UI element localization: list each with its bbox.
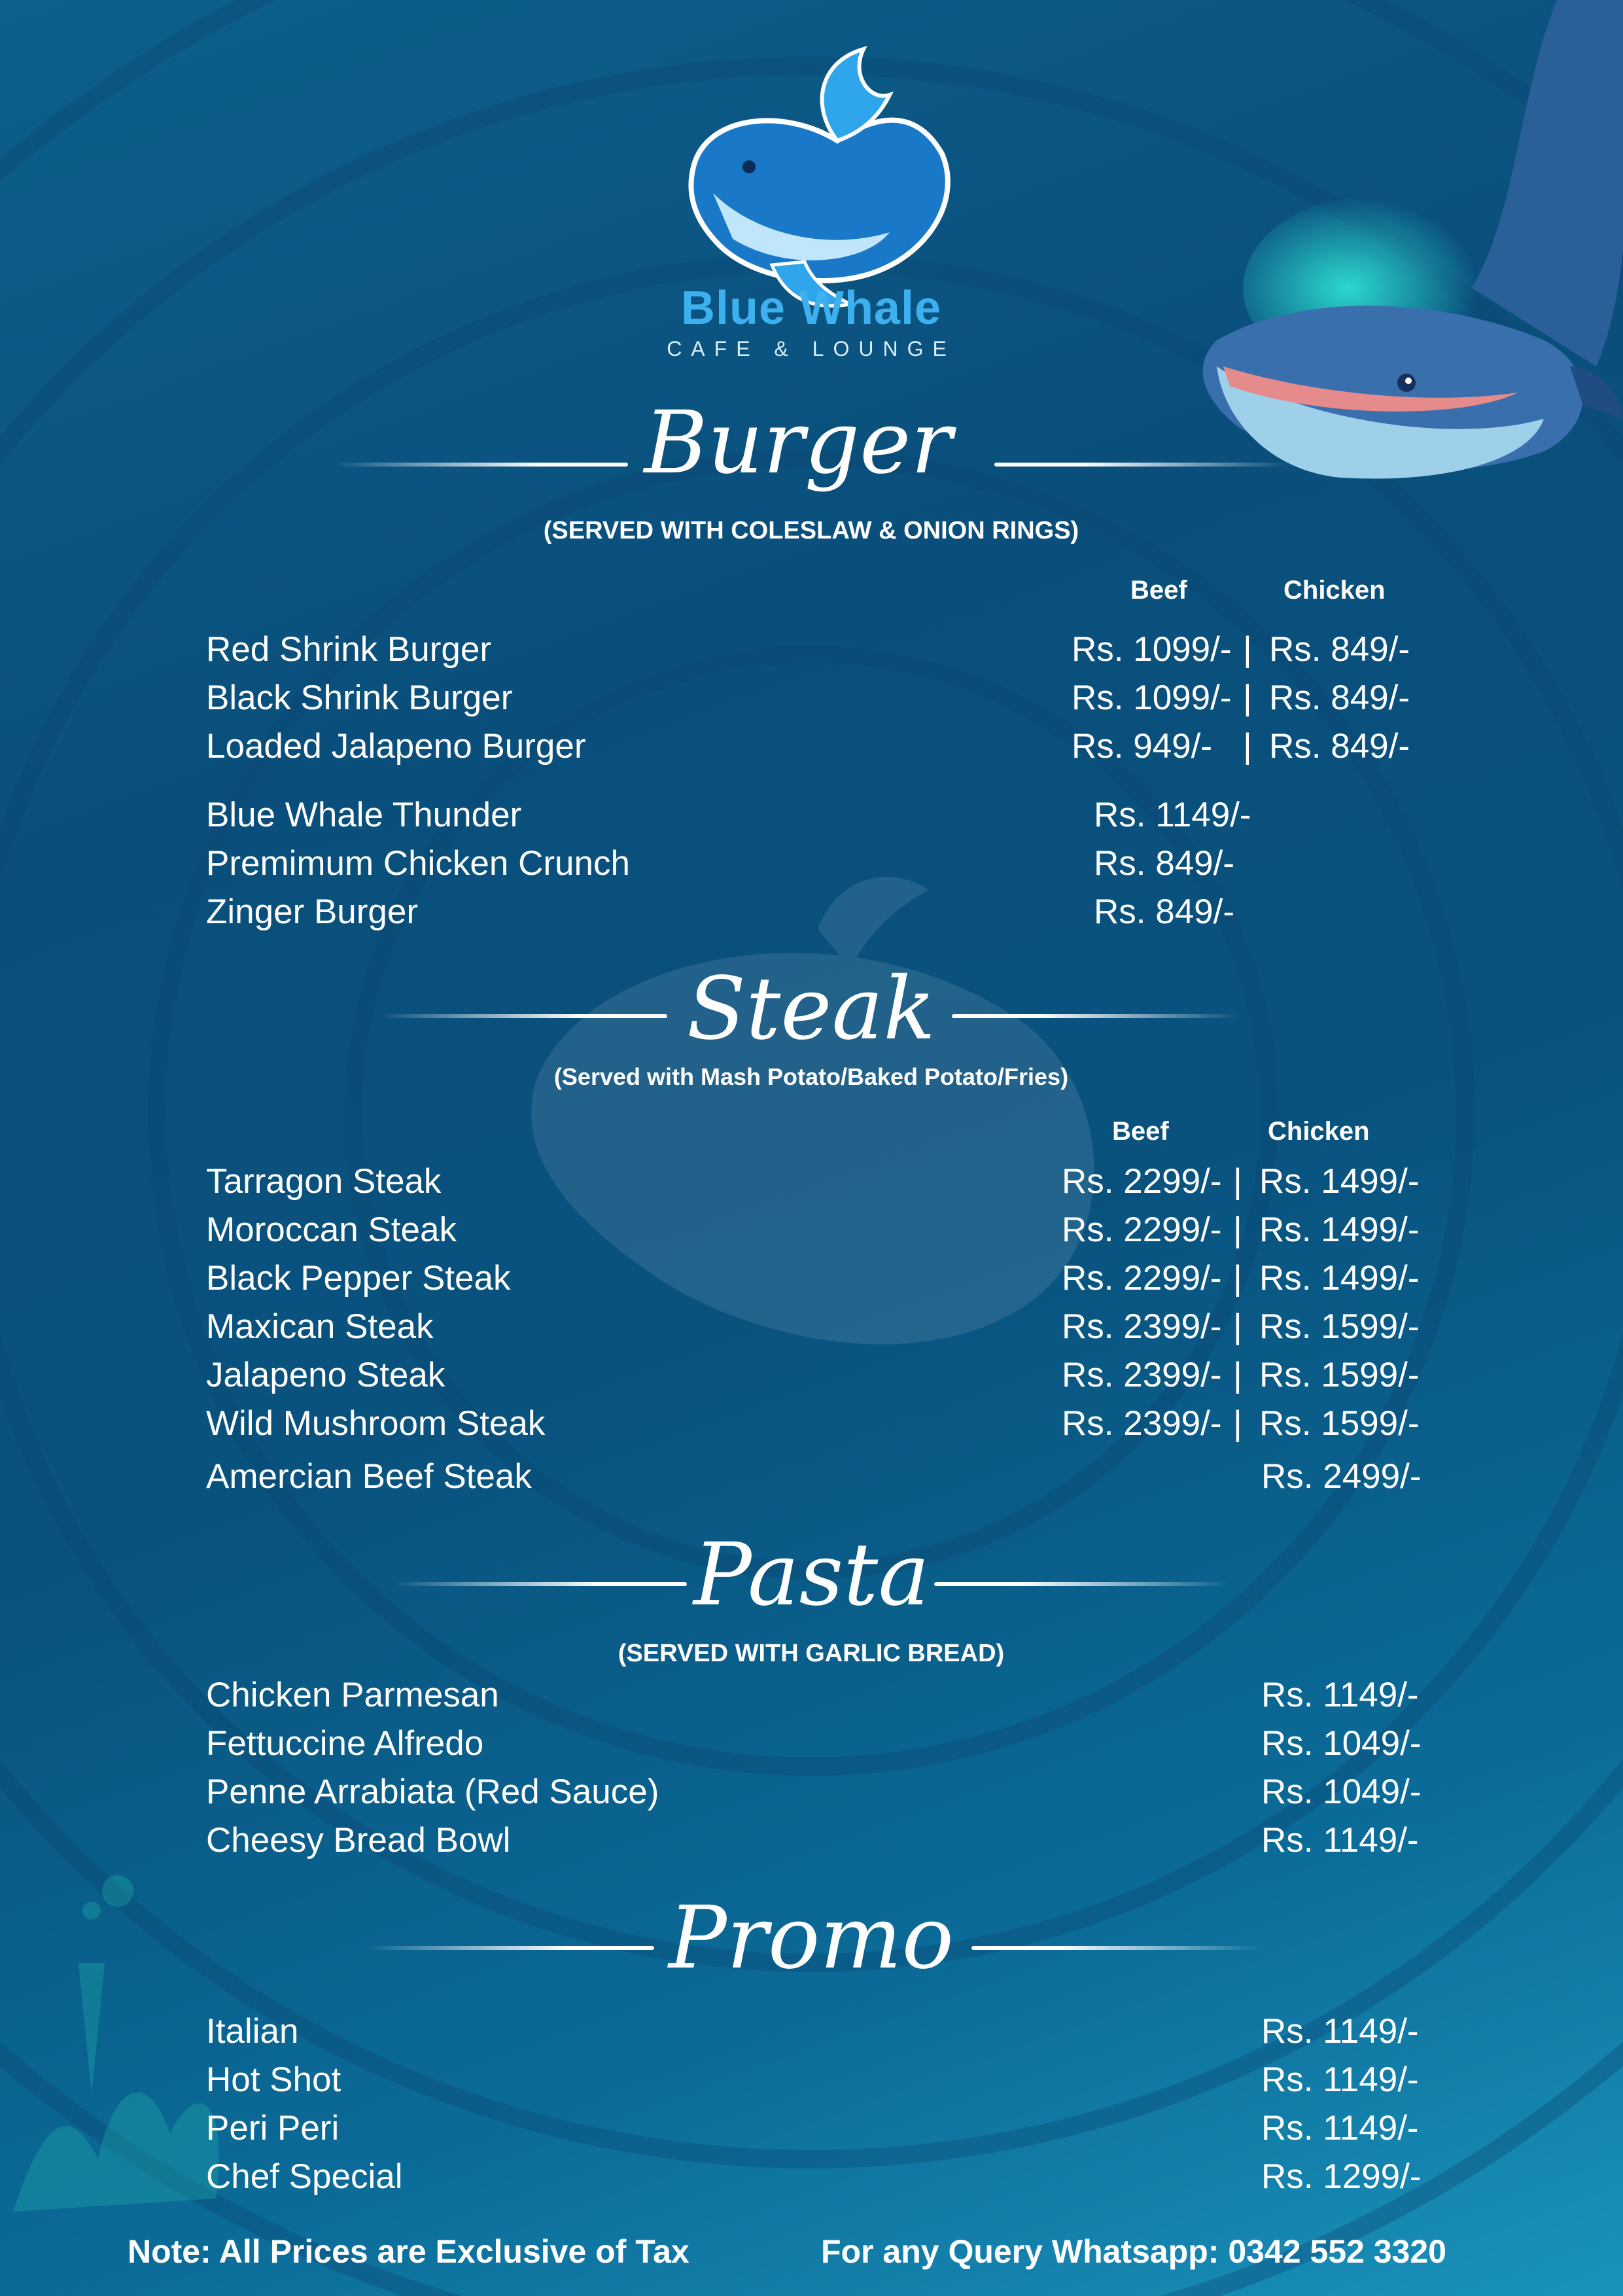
chicken-price: Rs. 1499/- (1259, 1259, 1420, 1298)
item-name: Peri Peri (206, 2109, 340, 2147)
section-divider-right (971, 1946, 1259, 1950)
beef-price: Rs. 2399/- (1062, 1356, 1222, 1394)
section-divider-right (994, 463, 1289, 467)
item-name: Moroccan Steak (206, 1210, 457, 1249)
item-price: Rs. 1149/- (1261, 1821, 1419, 1860)
chicken-price: Rs. 849/- (1269, 630, 1410, 669)
item-name: Cheesy Bread Bowl (206, 1821, 511, 1860)
item-name: Black Pepper Steak (206, 1259, 511, 1298)
item-name: Zinger Burger (206, 892, 419, 931)
item-name: Italian (206, 2012, 299, 2051)
menu-item (206, 1161, 1423, 1202)
brand-tagline: CAFE & LOUNGE (667, 337, 956, 361)
menu-item (206, 2011, 1423, 2052)
section-subtitle-burger: (SERVED WITH COLESLAW & ONION RINGS) (543, 517, 1079, 544)
menu-item (206, 1210, 1423, 1250)
chicken-price: Rs. 1599/- (1259, 1307, 1420, 1346)
item-name: Blue Whale Thunder (206, 796, 522, 834)
beef-price: Rs. 2399/- (1062, 1307, 1222, 1346)
price-separator: | (1243, 727, 1252, 766)
menu-item (206, 678, 1423, 718)
item-name: Penne Arrabiata (Red Sauce) (206, 1773, 659, 1811)
item-price: Rs. 1049/- (1261, 1773, 1422, 1811)
chicken-price: Rs. 1499/- (1259, 1162, 1420, 1201)
section-divider-left (379, 1014, 667, 1018)
item-name: Tarragon Steak (206, 1162, 442, 1201)
menu-item (206, 1404, 1423, 1444)
item-price: Rs. 1149/- (1094, 796, 1251, 834)
item-name: Hot Shot (206, 2060, 341, 2099)
price-separator: | (1233, 1307, 1242, 1346)
section-title-burger: Burger (644, 393, 952, 493)
beef-price: Rs. 949/- (1072, 727, 1213, 766)
menu-item (206, 1258, 1423, 1299)
column-header-beef: Beef (1112, 1117, 1169, 1146)
beef-price: Rs. 1099/- (1072, 679, 1232, 717)
price-separator: | (1243, 630, 1252, 669)
brand-name: Blue Whale (680, 282, 942, 334)
item-name: Maxican Steak (206, 1307, 434, 1346)
item-price: Rs. 1049/- (1261, 1724, 1422, 1763)
item-name: Wild Mushroom Steak (206, 1404, 546, 1443)
section-title-promo: Promo (668, 1888, 954, 1988)
menu-item (206, 1723, 1423, 1764)
menu-item (206, 1457, 1423, 1497)
menu-item (206, 629, 1423, 670)
price-separator: | (1233, 1356, 1242, 1394)
item-price: Rs. 1149/- (1261, 2109, 1419, 2147)
section-subtitle-steak: (Served with Mash Potato/Baked Potato/Fries) (553, 1063, 1069, 1090)
menu-item (206, 1820, 1423, 1861)
beef-price: Rs. 2399/- (1062, 1404, 1222, 1443)
section-title-steak: Steak (686, 959, 936, 1059)
footer-whatsapp-contact: For any Query Whatsapp: 0342 552 3320 (821, 2233, 1446, 2270)
menu-item (206, 2060, 1423, 2100)
item-name: Chicken Parmesan (206, 1676, 499, 1714)
beef-price: Rs. 2299/- (1062, 1210, 1222, 1249)
coral-decoration-icon (13, 1875, 219, 2212)
item-price: Rs. 1149/- (1261, 2012, 1419, 2051)
item-price: Rs. 2499/- (1261, 1457, 1422, 1496)
menu-item (206, 1307, 1423, 1347)
menu-item (206, 1675, 1423, 1716)
menu-item (206, 726, 1423, 767)
chicken-price: Rs. 849/- (1269, 679, 1410, 717)
section-divider-left (366, 1946, 654, 1950)
chicken-price: Rs. 1499/- (1259, 1210, 1420, 1249)
chicken-price: Rs. 1599/- (1259, 1356, 1420, 1394)
section-subtitle-pasta: (SERVED WITH GARLIC BREAD) (618, 1640, 1005, 1667)
item-name: Loaded Jalapeno Burger (206, 727, 586, 766)
menu-item (206, 1772, 1423, 1812)
section-title-pasta: Pasta (693, 1525, 930, 1625)
item-name: Jalapeno Steak (206, 1356, 445, 1394)
price-separator: | (1243, 679, 1252, 717)
item-price: Rs. 1149/- (1261, 2060, 1419, 2099)
item-name: Premimum Chicken Crunch (206, 844, 630, 883)
section-divider-right (952, 1014, 1240, 1018)
item-price: Rs. 1299/- (1261, 2157, 1422, 2196)
item-name: Red Shrink Burger (206, 630, 491, 669)
column-header-beef: Beef (1130, 576, 1187, 605)
menu-item (206, 2108, 1423, 2149)
beef-price: Rs. 1099/- (1072, 630, 1232, 669)
menu-item (206, 795, 1423, 836)
item-name: Black Shrink Burger (206, 679, 513, 717)
price-separator: | (1233, 1404, 1242, 1443)
chicken-price: Rs. 1599/- (1259, 1404, 1420, 1443)
whale-illustration-icon (1178, 0, 1623, 497)
section-divider-right (934, 1582, 1229, 1586)
price-separator: | (1233, 1259, 1242, 1298)
column-header-chicken: Chicken (1283, 576, 1386, 605)
menu-item (206, 2157, 1423, 2197)
item-name: Fettuccine Alfredo (206, 1724, 484, 1763)
chicken-price: Rs. 849/- (1269, 727, 1410, 766)
menu-item (206, 843, 1423, 884)
item-price: Rs. 849/- (1094, 844, 1235, 883)
item-price: Rs. 1149/- (1261, 1676, 1419, 1714)
section-divider-left (334, 463, 628, 467)
footer-tax-note: Note: All Prices are Exclusive of Tax (128, 2233, 689, 2270)
beef-price: Rs. 2299/- (1062, 1162, 1222, 1201)
beef-price: Rs. 2299/- (1062, 1259, 1222, 1298)
price-separator: | (1233, 1162, 1242, 1201)
menu-item (206, 892, 1423, 932)
price-separator: | (1233, 1210, 1242, 1249)
item-name: Chef Special (206, 2157, 403, 2196)
section-divider-left (393, 1582, 687, 1586)
column-header-chicken: Chicken (1268, 1117, 1370, 1146)
menu-item (206, 1355, 1423, 1396)
item-name: Amercian Beef Steak (206, 1457, 532, 1496)
item-price: Rs. 849/- (1094, 892, 1235, 931)
